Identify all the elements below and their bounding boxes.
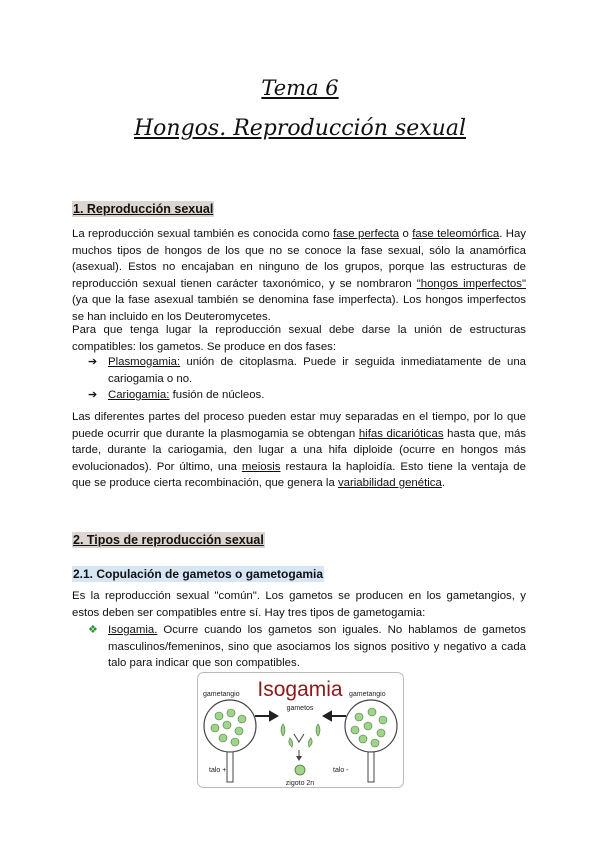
zygote: [295, 765, 305, 775]
term-meiosis: meiosis: [241, 460, 281, 473]
list-item-plasmogamia: ➔ Plasmogamia: unión de citoplasma. Puede ir seguida inmediatamente de una cariogamia o no.: [88, 356, 526, 385]
isogamia-diagram: [197, 672, 404, 788]
paragraph-gametogamia: Es la reproducción sexual "común". Los gametos se producen en los gametangios, y estos deben ser compatibles entre sí. Hay tres tipos de gametogamia:: [72, 590, 526, 619]
label-gametangio-left: gametangio: [203, 691, 240, 698]
list-item-isogamia: ❖ Isogamia. Ocurre cuando los gametos son iguales. No hablamos de gametos masculinos/femeninos, sino que asociamos los signos positivo y negativo a cada talo para indicar que son compatibles.: [88, 624, 526, 669]
term-fase-teleomorfica: fase teleomórfica: [412, 228, 500, 240]
arrow-bullet-icon: ➔: [88, 356, 98, 368]
term-isogamia: Isogamia.: [108, 624, 158, 636]
paragraph-fases: Para que tenga lugar la reproducción sexual debe darse la unión de estructuras compatibles: los gametos. Se produce en dos fases:: [72, 324, 526, 353]
isogamia-figure: [197, 672, 404, 788]
figure-title: Isogamia: [257, 678, 343, 701]
label-gametos: gametos: [286, 705, 314, 712]
term-variabilidad-genetica: variabilidad genética: [337, 477, 442, 489]
arrow-bullet-icon: ➔: [88, 389, 98, 401]
document-title: Tema 6: [261, 76, 339, 100]
term-plasmogamia: Plasmogamia:: [108, 356, 181, 368]
diamond-bullet-icon: ❖: [88, 624, 98, 636]
paragraph-fase-perfecta: La reproducción sexual también es conocida como fase perfecta o fase teleomórfica. Hay muchos tipos de hongos de los que no se conoce la fase sexual, sólo la anamórfica (asexual). Estos no encajaban en ninguno de los grupos, porque las estructuras de reproducción sexual tienen carácter taxonómico, y se nombraron "hongos imperfectos" (ya que la fase asexual también se denomina fase imperfecta). Los hongos imperfectos se han incluido en los Deuteromycetes.: [72, 228, 526, 323]
label-zigoto: zigoto 2n: [285, 780, 315, 787]
section-heading-tipos: 2. Tipos de reproducción sexual: [73, 533, 264, 547]
term-fase-perfecta: fase perfecta: [333, 228, 400, 240]
term-hongos-imperfectos: "hongos imperfectos": [416, 277, 526, 290]
subsection-heading-gametogamia: 2.1. Copulación de gametos o gametogamia: [73, 567, 324, 581]
label-talo-right: talo -: [333, 767, 349, 774]
term-hifas-dicarioticas: hifas dicarióticas: [358, 427, 444, 440]
label-gametangio-right: gametangio: [349, 691, 386, 698]
document-subtitle: Hongos. Reproducción sexual: [133, 116, 466, 141]
label-talo-left: talo +: [209, 767, 227, 774]
section-heading-reproduccion-sexual: 1. Reproducción sexual: [73, 202, 214, 216]
paragraph-proceso: Las diferentes partes del proceso pueden estar muy separadas en el tiempo, por lo que puede ocurrir que durante la plasmogamia se obtengan hifas dicarióticas hasta que, más tarde, durante la cariogamia, den lugar a una hifa diploide (ocurre en hongos más evolucionados). Por último, una meiosis restaura la haploidía. Esto tiene la ventaja de que se produce cierta recombinación, que genera la variabilidad genética.: [72, 411, 526, 489]
list-item-cariogamia: ➔ Cariogamia: fusión de núcleos.: [88, 387, 526, 404]
term-cariogamia: Cariogamia:: [108, 389, 170, 401]
